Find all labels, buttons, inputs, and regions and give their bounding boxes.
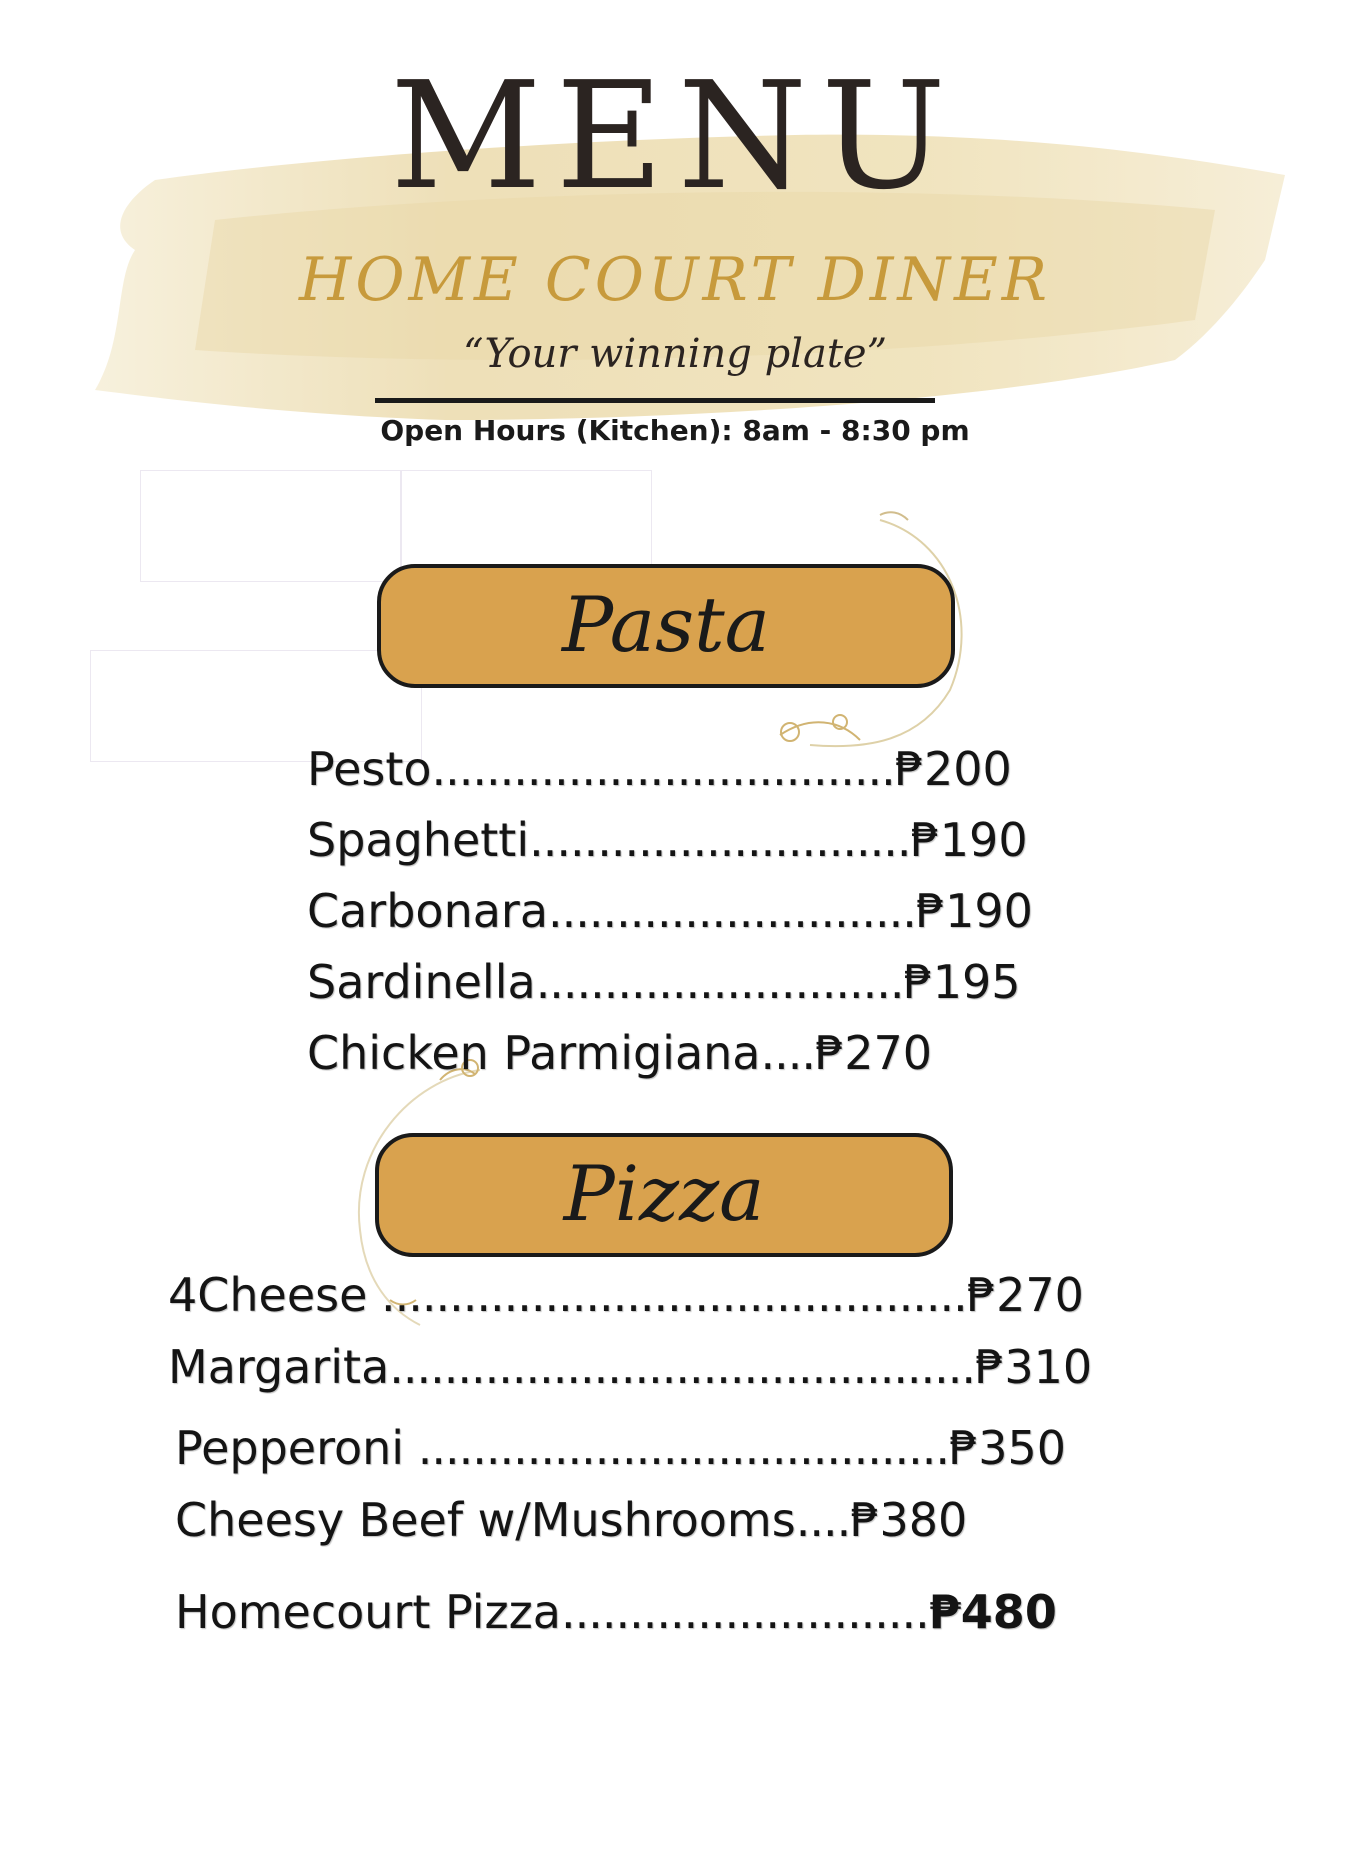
leader-dots: ....................................... bbox=[404, 1421, 949, 1475]
leader-dots: ........................... bbox=[548, 884, 916, 938]
menu-item-chicken-parmigiana bbox=[307, 1026, 933, 1080]
item-name: Carbonara bbox=[307, 884, 549, 938]
item-name: Margarita bbox=[168, 1340, 390, 1394]
item-name: 4Cheese bbox=[168, 1268, 368, 1322]
item-name: Cheesy Beef w/Mushrooms bbox=[175, 1493, 796, 1547]
category-pizza: Pizza bbox=[375, 1133, 953, 1257]
item-price: ₱270 bbox=[966, 1268, 1084, 1322]
menu-item-sardinella bbox=[307, 955, 1021, 1009]
leader-dots: .... bbox=[760, 1026, 815, 1080]
item-name: Homecourt Pizza bbox=[175, 1585, 561, 1639]
menu-title: MENU bbox=[390, 50, 960, 222]
item-price: ₱195 bbox=[903, 955, 1021, 1009]
item-name: Spaghetti bbox=[307, 813, 530, 867]
item-price: ₱480 bbox=[928, 1585, 1057, 1639]
item-price: ₱200 bbox=[894, 742, 1012, 796]
header-divider bbox=[375, 398, 935, 403]
leader-dots: ........................... bbox=[561, 1585, 929, 1639]
open-hours: Open Hours (Kitchen): 8am - 8:30 pm bbox=[380, 414, 970, 447]
menu-item-pepperoni bbox=[175, 1421, 1067, 1475]
menu-item-spaghetti bbox=[307, 813, 1028, 867]
item-name: Chicken Parmigiana bbox=[307, 1026, 761, 1080]
menu-item-carbonara bbox=[307, 884, 1033, 938]
menu-item-margarita bbox=[168, 1340, 1093, 1394]
item-name: Pepperoni bbox=[175, 1421, 405, 1475]
item-name: Pesto bbox=[307, 742, 432, 796]
leader-dots: ........................................... bbox=[367, 1268, 967, 1322]
menu-item-homecourt-pizza bbox=[175, 1585, 1057, 1639]
menu-item-4cheese bbox=[168, 1268, 1084, 1322]
category-pasta: Pasta bbox=[377, 564, 955, 688]
leader-dots: ........................... bbox=[535, 955, 904, 1009]
leader-dots: .................................. bbox=[431, 742, 895, 796]
menu-item-cheesy-beef-mushrooms bbox=[175, 1493, 968, 1547]
tagline: “Your winning plate” bbox=[462, 331, 888, 377]
item-name: Sardinella bbox=[307, 955, 536, 1009]
leader-dots: .... bbox=[795, 1493, 851, 1547]
item-price: ₱350 bbox=[948, 1421, 1067, 1475]
item-price: ₱270 bbox=[815, 1026, 933, 1080]
item-price: ₱190 bbox=[910, 813, 1028, 867]
leader-dots: ............................ bbox=[529, 813, 911, 867]
item-price: ₱310 bbox=[975, 1340, 1093, 1394]
leader-dots: ........................................... bbox=[389, 1340, 976, 1394]
menu-item-pesto bbox=[307, 742, 1012, 796]
item-price: ₱190 bbox=[915, 884, 1033, 938]
background-brick bbox=[140, 470, 402, 582]
item-price: ₱380 bbox=[850, 1493, 968, 1547]
diner-name: HOME COURT DINER bbox=[299, 245, 1051, 315]
